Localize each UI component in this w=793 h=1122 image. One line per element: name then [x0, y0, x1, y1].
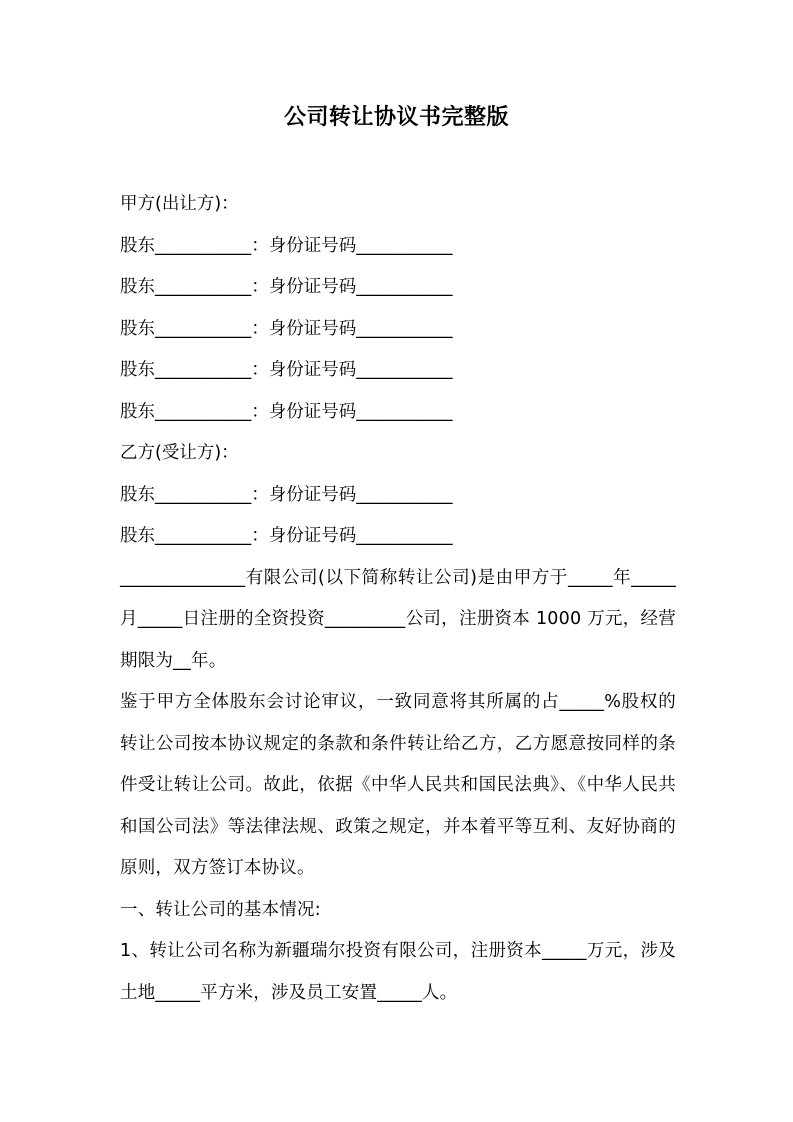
party-b-shareholder-line: 股东___________：身份证号码___________	[120, 484, 453, 505]
party-b-label: 乙方(受让方)：	[120, 443, 239, 463]
party-a-shareholder-line: 股东___________：身份证号码___________	[120, 401, 453, 422]
document-body	[120, 184, 676, 1014]
party-a-label: 甲方(出让方)：	[120, 194, 239, 214]
agreement-preamble-paragraph: 鉴于甲方全体股东会讨论审议，一致同意将其所属的占_____%股权的转让公司按本协议规定的条款和条件转让给乙方，乙方愿意按同样的条件受让转让公司。故此，依据《中华人民共和国民法典》、《中华人民共和国公司法》等法律法规、政策之规定，并本着平等互利、友好协商的原则，双方签订本协议。	[120, 692, 676, 878]
section-1-item-1: 1、转让公司名称为新疆瑞尔投资有限公司，注册资本_____万元，涉及土地_____平方米，涉及员工安置_____人。	[120, 941, 676, 1003]
party-a-shareholder-line: 股东___________：身份证号码___________	[120, 235, 453, 256]
document-title: 公司转让协议书完整版	[283, 105, 509, 130]
party-a-shareholder-line: 股东___________：身份证号码___________	[120, 277, 453, 297]
party-b-shareholder-line: 股东___________：身份证号码___________	[120, 526, 453, 546]
company-registration-paragraph: ______________有限公司(以下简称转让公司)是由甲方于_____年_____月_____日注册的全资投资_________公司，注册资本 1000 万元，经营期限为__年。	[120, 567, 676, 671]
party-a-shareholder-line: 股东___________：身份证号码___________	[120, 360, 453, 380]
section-1-heading: 一、转让公司的基本情况:	[120, 899, 321, 920]
party-a-shareholder-line: 股东___________：身份证号码___________	[120, 318, 453, 339]
